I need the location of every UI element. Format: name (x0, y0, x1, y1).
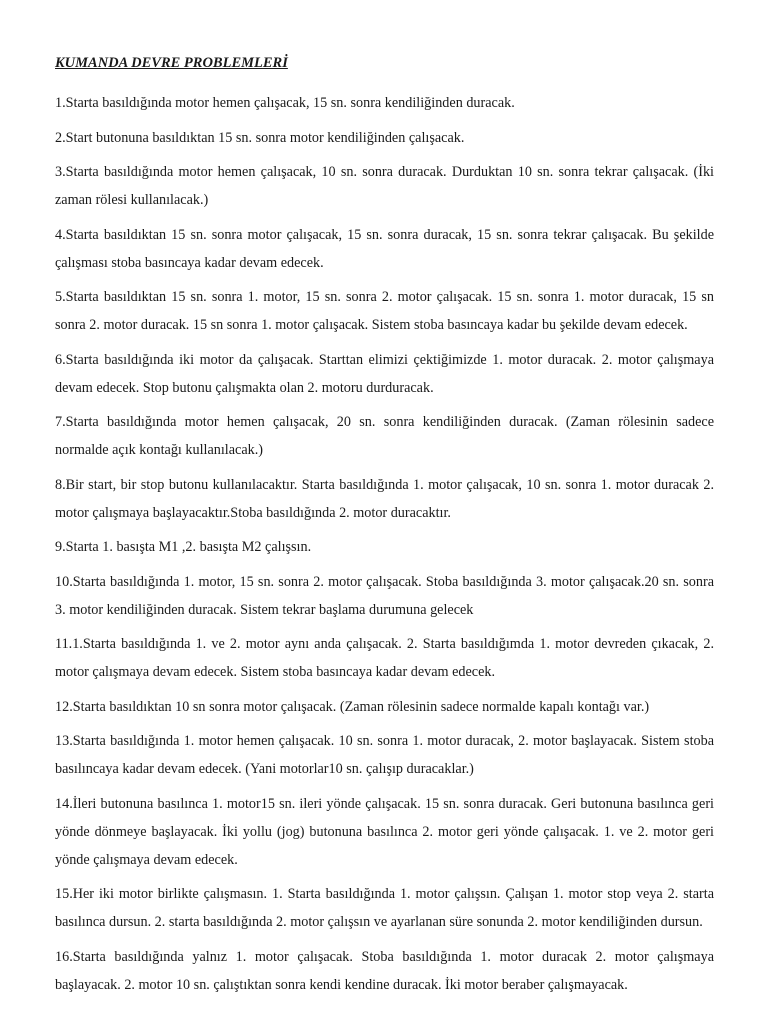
document-title: KUMANDA DEVRE PROBLEMLERİ (55, 55, 288, 71)
problem-item-15: 15.Her iki motor birlikte çalışmasın. 1. Starta basıldığında 1. motor çalışsın. Çalışan 1. motor stop veya 2. starta basılınca dursun. 2. starta basıldığında 2. motor çalışsın ve ayarlanan süre sonunda 2. motor kendiliğinden dursun. (55, 886, 714, 930)
problem-item-8: 8.Bir start, bir stop butonu kullanılacaktır. Starta basıldığında 1. motor çalışacak, 10 sn. sonra 1. motor duracak 2. motor çalışmaya başlayacaktır.Stoba basıldığında 2. motor duracaktır. (55, 476, 714, 521)
problem-item-11: 11.1.Starta basıldığında 1. ve 2. motor aynı anda çalışacak. 2. Starta basıldığımda 1. motor devreden çıkacak, 2. motor çalışmaya devam edecek. Sistem stoba basıncaya kadar devam edecek. (55, 636, 714, 680)
problem-item-2: 2.Start butonuna basıldıktan 15 sn. sonra motor kendiliğinden çalışacak. (55, 129, 465, 146)
problem-item-4: 4.Starta basıldıktan 15 sn. sonra motor çalışacak, 15 sn. sonra duracak, 15 sn. sonra tekrar çalışacak. Bu şekilde çalışması stoba basıncaya kadar devam edecek. (55, 226, 714, 271)
problem-item-7: 7.Starta basıldığında motor hemen çalışacak, 20 sn. sonra kendiliğinden duracak. (Zaman rölesinin sadece normalde açık kontağı kullanılacak.) (55, 414, 714, 458)
problem-item-16: 16.Starta basıldığında yalnız 1. motor çalışacak. Stoba basıldığında 1. motor duracak 2. motor çalışmaya başlayacak. 2. motor 10 sn. çalıştıktan sonra kendi kendine duracak. İki motor beraber çalışmayacak. (55, 948, 714, 993)
problem-item-14: 14.İleri butonuna basılınca 1. motor15 sn. ileri yönde çalışacak. 15 sn. sonra duracak. Geri butonuna basılınca geri yönde dönmeye başlayacak. İki yollu (jog) butonuna basılınca 2. motor geri yönde çalışacak. 1. ve 2. motor geri yönde çalışmaya devam edecek. (55, 795, 714, 868)
problem-item-3: 3.Starta basıldığında motor hemen çalışacak, 10 sn. sonra duracak. Durduktan 10 sn. sonra tekrar çalışacak. (İki zaman rölesi kullanılacak.) (55, 164, 714, 208)
problem-item-12: 12.Starta basıldıktan 10 sn sonra motor çalışacak. (Zaman rölesinin sadece normalde kapalı kontağı var.) (55, 698, 650, 715)
problem-item-9: 9.Starta 1. basışta M1 ,2. basışta M2 çalışsın. (55, 539, 312, 555)
problem-item-5: 5.Starta basıldıktan 15 sn. sonra 1. motor, 15 sn. sonra 2. motor çalışacak. 15 sn. sonra 1. motor duracak, 15 sn sonra 2. motor duracak. 15 sn sonra 1. motor çalışacak. Sistem stoba basıncaya kadar bu şekilde devam edecek. (55, 289, 714, 333)
problem-item-6: 6.Starta basıldığında iki motor da çalışacak. Starttan elimizi çektiğimizde 1. motor duracak. 2. motor çalışmaya devam edecek. Stop butonu çalışmakta olan 2. motoru durduracak. (55, 351, 714, 396)
problem-item-10: 10.Starta basıldığında 1. motor, 15 sn. sonra 2. motor çalışacak. Stoba basıldığında 3. motor çalışacak.20 sn. sonra 3. motor kendiliğinden duracak. Sistem tekrar başlama durumuna gelecek (55, 573, 714, 618)
problem-list (55, 89, 714, 1005)
problem-item-1: 1.Starta basıldığında motor hemen çalışacak, 15 sn. sonra kendiliğinden duracak. (55, 95, 515, 111)
problem-item-13: 13.Starta basıldığında 1. motor hemen çalışacak. 10 sn. sonra 1. motor duracak, 2. motor başlayacak. Sistem stoba basılıncaya kadar devam edecek. (Yani motorlar10 sn. çalışıp duracaklar.) (55, 733, 714, 777)
